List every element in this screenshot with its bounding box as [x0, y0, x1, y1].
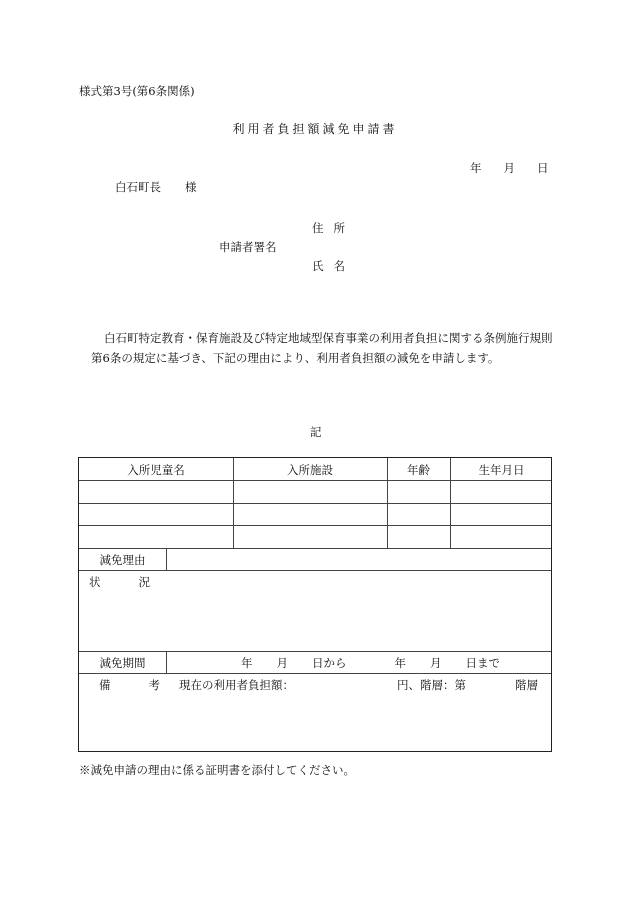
name-label: 氏名: [312, 259, 355, 273]
date-line: [470, 160, 549, 176]
footnote: ※減免申請の理由に係る証明書を添付してください。: [79, 763, 355, 777]
form-title: 利用者負担額減免申請書: [232, 122, 398, 136]
ki-heading: 記: [310, 425, 322, 439]
tier-label: 階層: [515, 678, 538, 692]
reduction-reason-field[interactable]: [167, 549, 551, 569]
reduction-reason-label: 減免理由: [99, 553, 146, 567]
date-day: 日: [537, 161, 549, 175]
header-age: 年齢: [407, 463, 430, 477]
child-row-3[interactable]: [79, 526, 551, 547]
reduction-period[interactable]: 年 月 日から 年 月 日まで: [241, 656, 500, 670]
date-month: 月: [503, 161, 515, 175]
address-label: 住所: [312, 221, 355, 235]
reduction-period-label: 減免期間: [99, 656, 146, 670]
application-table: [78, 457, 552, 752]
child-row-2[interactable]: [79, 504, 551, 525]
applicant-signature-label: 申請者署名: [219, 240, 277, 254]
header-child-name: 入所児童名: [127, 463, 185, 477]
recipient-name: 白石町長: [115, 180, 161, 194]
header-birthdate: 生年月日: [478, 463, 525, 477]
date-year: 年: [470, 161, 482, 175]
status-field[interactable]: [79, 590, 551, 650]
child-row-1[interactable]: [79, 481, 551, 502]
current-burden-label: 現在の利用者負担額：: [179, 678, 294, 692]
header-facility: 入所施設: [287, 463, 333, 477]
request-statement: 白石町特定教育・保育施設及び特定地域型保育事業の利用者負担に関する条例施行規則第6条の規定に基づき、下記の理由により、利用者負担額の減免を申請します。: [91, 331, 553, 365]
status-label: 状 況: [89, 575, 150, 589]
form-number: 様式第3号(第6条関係): [79, 84, 195, 98]
recipient-honorific: 様: [185, 180, 197, 194]
remarks-field[interactable]: [79, 694, 551, 750]
remarks-label: 備 考: [99, 678, 160, 692]
yen-tier-label: 円、階層：第: [397, 678, 466, 692]
recipient: [115, 179, 197, 195]
